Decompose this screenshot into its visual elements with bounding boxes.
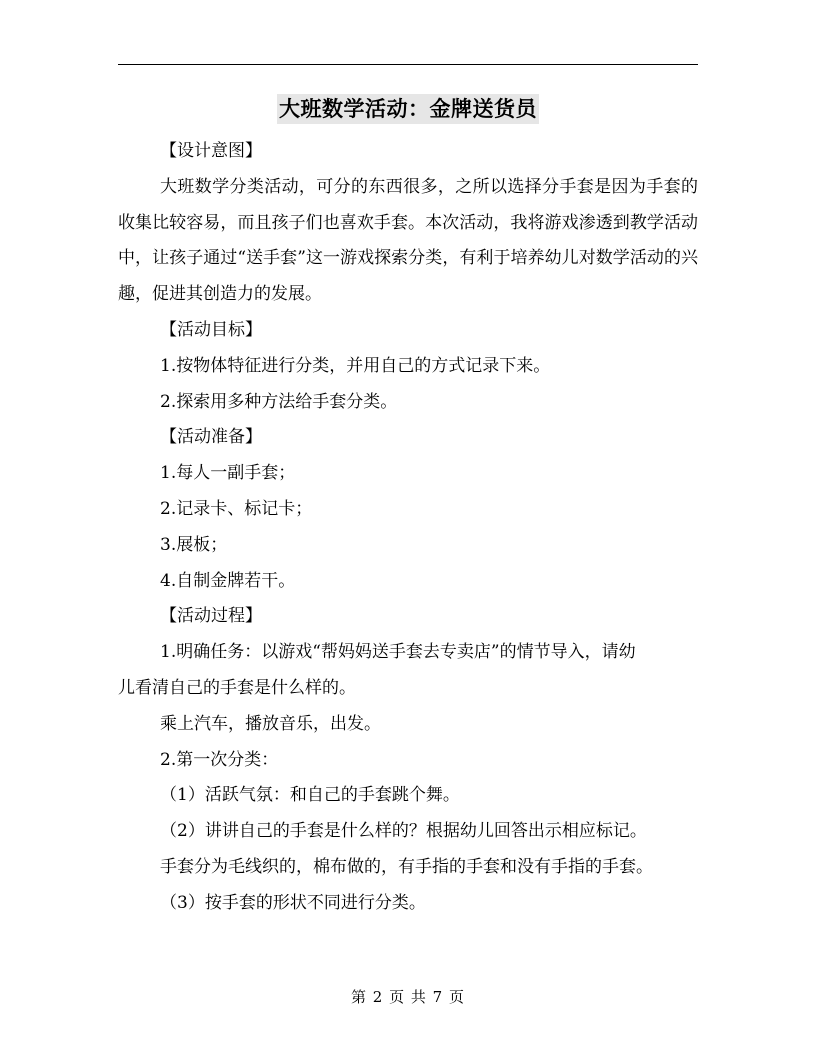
process-step-1-note: 乘上汽车，播放音乐，出发。	[160, 713, 381, 734]
process-substep-3: （3）按手套的形状不同进行分类。	[160, 892, 426, 913]
header-rule	[118, 64, 698, 65]
goals-heading: 【活动目标】	[160, 319, 262, 340]
prep-heading: 【活动准备】	[160, 427, 262, 448]
page-number: 第 2 页 共 7 页	[351, 988, 465, 1006]
goal-item-2: 2.探索用多种方法给手套分类。	[160, 391, 398, 412]
document-body	[118, 134, 698, 922]
prep-item-1: 1.每人一副手套；	[160, 463, 296, 484]
document-title: 大班数学活动：金牌送货员	[277, 94, 539, 124]
prep-item-4: 4.自制金牌若干。	[160, 570, 296, 591]
process-step-2: 2.第一次分类：	[160, 749, 279, 770]
prep-item-3: 3.展板；	[160, 534, 228, 555]
process-step-1-continued: 儿看清自己的手套是什么样的。	[118, 677, 356, 698]
prep-item-2: 2.记录卡、标记卡；	[160, 498, 313, 519]
process-substep-2-detail: 手套分为毛线织的，棉布做的，有手指的手套和没有手指的手套。	[160, 856, 653, 877]
process-substep-1: （1）活跃气氛：和自己的手套跳个舞。	[160, 785, 460, 806]
title-container	[0, 94, 816, 124]
design-paragraph: 大班数学分类活动，可分的东西很多，之所以选择分手套是因为手套的收集比较容易，而且孩子们也喜欢手套。本次活动，我将游戏渗透到教学活动中，让孩子通过“送手套”这一游戏探索分类，有利于培养幼儿对数学活动的兴趣，促进其创造力的发展。	[118, 176, 698, 305]
process-heading: 【活动过程】	[160, 606, 262, 627]
goal-item-1: 1.按物体特征进行分类，并用自己的方式记录下来。	[160, 355, 551, 376]
design-heading: 【设计意图】	[160, 141, 262, 161]
process-substep-2: （2）讲讲自己的手套是什么样的？根据幼儿回答出示相应标记。	[160, 821, 647, 842]
process-step-1: 1.明确任务：以游戏“帮妈妈送手套去专卖店”的情节导入，请幼	[160, 642, 636, 663]
